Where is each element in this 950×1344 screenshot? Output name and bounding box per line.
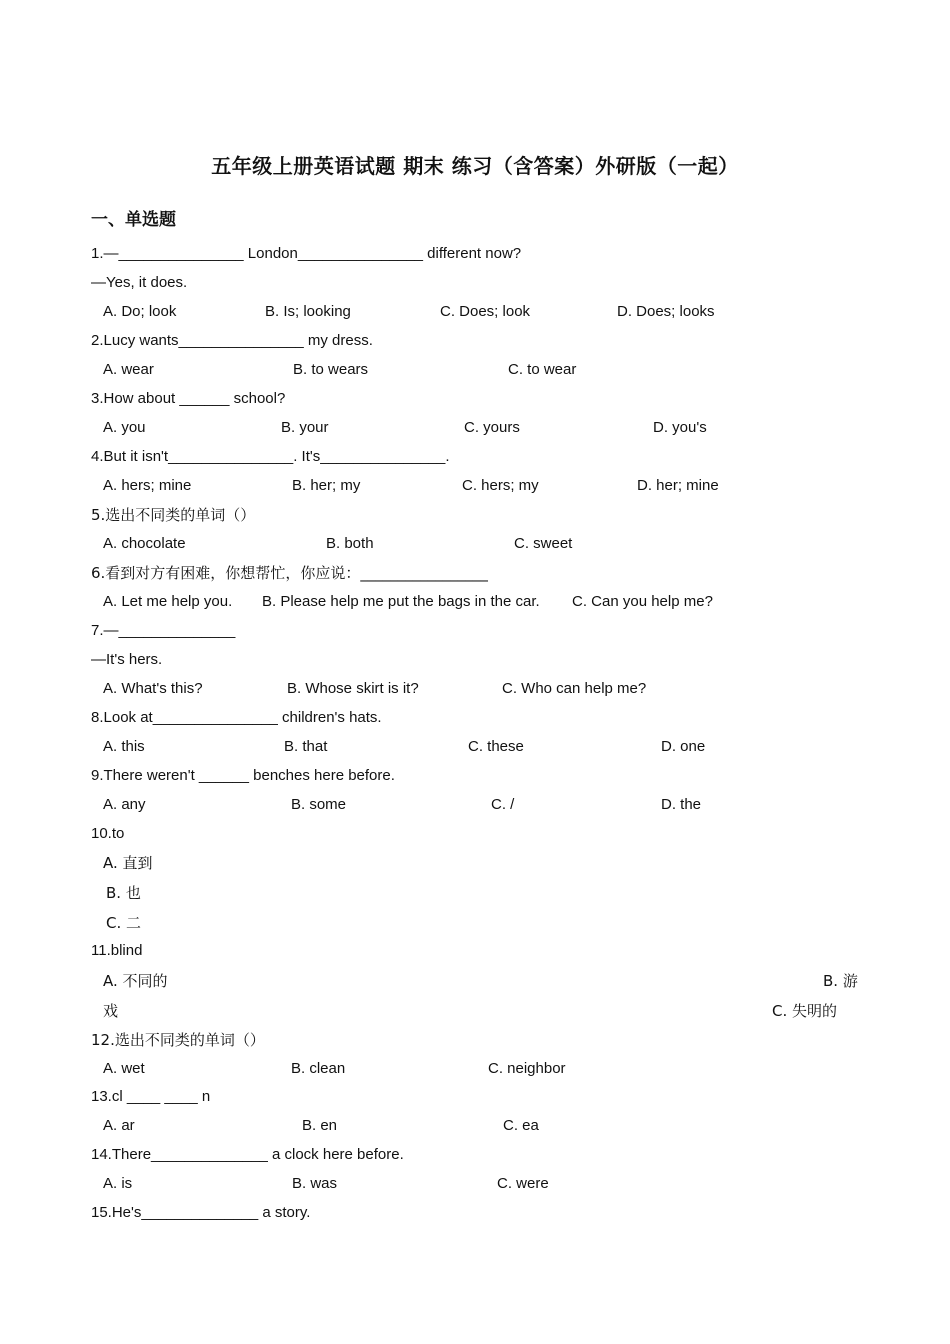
q4-option-b[interactable]: B. her; my <box>292 477 361 494</box>
q1-option-d[interactable]: D. Does; looks <box>617 303 715 320</box>
q9-option-a[interactable]: A. any <box>103 796 146 813</box>
question-1: 1.—_______________ London_______________ different now? <box>91 245 522 262</box>
q1-option-a[interactable]: A. Do; look <box>103 303 177 320</box>
q5-option-a[interactable]: A. chocolate <box>103 535 186 552</box>
q13-option-b[interactable]: B. en <box>302 1117 338 1134</box>
question-10: 10.to <box>91 825 125 842</box>
q1-option-b[interactable]: B. Is; looking <box>265 303 351 320</box>
q6-option-c[interactable]: C. Can you help me? <box>572 593 713 610</box>
q12-option-b[interactable]: B. clean <box>291 1060 346 1077</box>
q2-option-b[interactable]: B. to wears <box>293 361 369 378</box>
q11-option-b[interactable]: B. 游 <box>823 972 858 990</box>
q9-option-d[interactable]: D. the <box>661 796 702 813</box>
q13-option-a[interactable]: A. ar <box>103 1117 135 1134</box>
q11-option-a[interactable]: A. 不同的 <box>103 972 168 990</box>
q8-option-c[interactable]: C. these <box>468 738 524 755</box>
q12-option-a[interactable]: A. wet <box>103 1060 145 1077</box>
q5-option-b[interactable]: B. both <box>326 535 374 552</box>
question-6: 6.看到对方有困难，你想帮忙，你应说：_________________ <box>91 564 488 582</box>
question-1-reply: —Yes, it does. <box>91 274 188 291</box>
q4-option-c[interactable]: C. hers; my <box>462 477 539 494</box>
question-7-reply: —It's hers. <box>91 651 163 668</box>
question-5: 5.选出不同类的单词（） <box>91 506 256 524</box>
q10-option-b[interactable]: B. 也 <box>106 884 141 902</box>
question-2: 2.Lucy wants_______________ my dress. <box>91 332 373 349</box>
q10-option-a[interactable]: A. 直到 <box>103 854 153 872</box>
q1-option-c[interactable]: C. Does; look <box>440 303 531 320</box>
question-9: 9.There weren't ______ benches here before. <box>91 767 395 784</box>
q4-option-a[interactable]: A. hers; mine <box>103 477 192 494</box>
question-7: 7.—______________ <box>91 622 236 639</box>
q13-option-c[interactable]: C. ea <box>503 1117 539 1134</box>
q12-option-c[interactable]: C. neighbor <box>488 1060 566 1077</box>
question-12: 12.选出不同类的单词（） <box>91 1031 265 1049</box>
q14-option-c[interactable]: C. were <box>497 1175 549 1192</box>
q9-option-c[interactable]: C. / <box>491 796 515 813</box>
q8-option-b[interactable]: B. that <box>284 738 328 755</box>
q14-option-b[interactable]: B. was <box>292 1175 338 1192</box>
q9-option-b[interactable]: B. some <box>291 796 347 813</box>
question-11: 11.blind <box>91 942 143 959</box>
question-13: 13.cl ____ ____ n <box>91 1088 211 1105</box>
section-heading: 一、单选题 <box>91 210 176 230</box>
question-15: 15.He's______________ a story. <box>91 1204 311 1221</box>
question-8: 8.Look at_______________ children's hats. <box>91 709 382 726</box>
q3-option-b[interactable]: B. your <box>281 419 329 436</box>
q7-option-a[interactable]: A. What's this? <box>103 680 203 697</box>
q2-option-c[interactable]: C. to wear <box>508 361 577 378</box>
q8-option-d[interactable]: D. one <box>661 738 706 755</box>
q10-option-c[interactable]: C. 二 <box>106 914 142 932</box>
q2-option-a[interactable]: A. wear <box>103 361 154 378</box>
q3-option-d[interactable]: D. you's <box>653 419 707 436</box>
question-3: 3.How about ______ school? <box>91 390 286 407</box>
q3-option-a[interactable]: A. you <box>103 419 146 436</box>
q7-option-b[interactable]: B. Whose skirt is it? <box>287 680 419 697</box>
page-title: 五年级上册英语试题 期末 练习（含答案）外研版（一起） <box>211 154 739 178</box>
q4-option-d[interactable]: D. her; mine <box>637 477 719 494</box>
q5-option-c[interactable]: C. sweet <box>514 535 573 552</box>
q6-option-b[interactable]: B. Please help me put the bags in the car. <box>262 593 540 610</box>
question-4: 4.But it isn't_______________. It's_______________. <box>91 448 450 465</box>
q7-option-c[interactable]: C. Who can help me? <box>502 680 647 697</box>
q11-option-b-wrap[interactable]: 戏 <box>103 1002 119 1020</box>
q11-option-c[interactable]: C. 失明的 <box>772 1002 838 1020</box>
q3-option-c[interactable]: C. yours <box>464 419 520 436</box>
q8-option-a[interactable]: A. this <box>103 738 145 755</box>
question-14: 14.There______________ a clock here before. <box>91 1146 404 1163</box>
q14-option-a[interactable]: A. is <box>103 1175 133 1192</box>
q6-option-a[interactable]: A. Let me help you. <box>103 593 233 610</box>
